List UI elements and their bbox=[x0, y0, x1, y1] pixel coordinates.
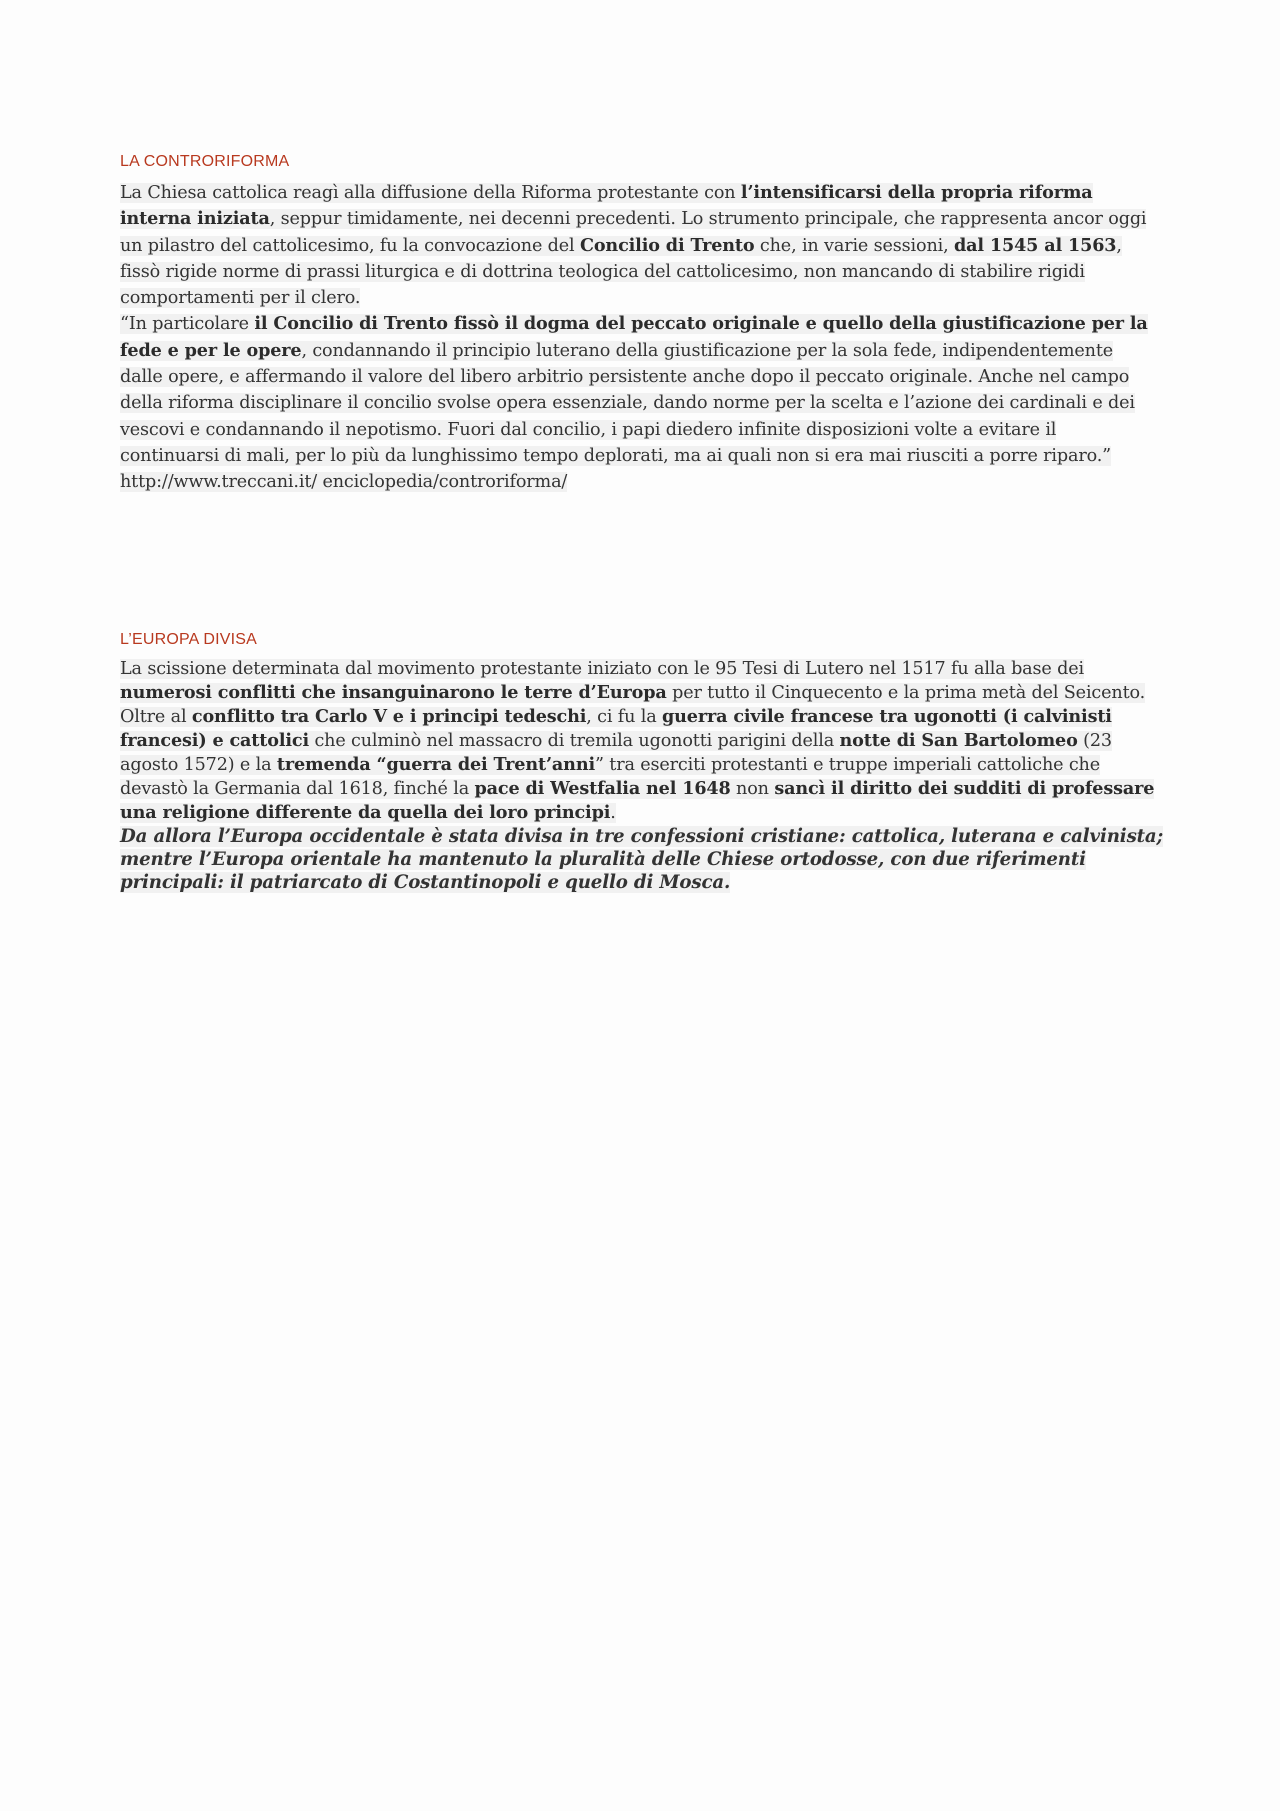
bold-run: il Concilio di Trento fissò il dogma del peccato originale e quello della giustificazione per la fede e per le opere bbox=[120, 313, 1148, 361]
paragraph-concilio bbox=[120, 180, 1160, 311]
text-run: (23 agosto 1572) e la bbox=[120, 731, 1112, 775]
paragraph-conflitti bbox=[120, 658, 1170, 825]
text-run: , seppur timidamente, nei decenni precedenti. Lo strumento principale, che rappresenta ancor oggi un pilastro del cattolicesimo, fu la convocazione del bbox=[120, 209, 1147, 256]
paragraph-quote bbox=[120, 311, 1160, 495]
section-title: L’EUROPA DIVISA bbox=[120, 631, 257, 648]
bold-run: tremenda “guerra dei Trent’anni bbox=[276, 754, 596, 775]
section-controriforma bbox=[120, 152, 1160, 496]
text-run: non bbox=[730, 779, 775, 799]
bold-run: notte di San Bartolomeo bbox=[839, 730, 1078, 751]
text-run: . bbox=[610, 803, 616, 823]
paragraph-confessioni bbox=[120, 825, 1170, 894]
bold-run: l’intensificarsi della propria riforma interna iniziata bbox=[120, 182, 1093, 230]
text-run: “In particolare bbox=[120, 314, 255, 335]
text-run: , ci fu la bbox=[586, 707, 663, 727]
paragraph-highlight: Da allora l’Europa occidentale è stata divisa in tre confessioni cristiane: cattolica, luterana e calvinista; mentre l’Europa orientale ha mantenuto la pluralità delle Chiese ortodosse, con due riferimenti principali: il patriarcato di Costantinopoli e quello di Mosca. bbox=[120, 826, 1164, 893]
text-run: La Chiesa cattolica reagì alla diffusione della Riforma protestante con bbox=[120, 183, 741, 203]
section-title: LA CONTRORIFORMA bbox=[120, 153, 290, 170]
text-run: La scissione determinata dal movimento protestante iniziato con le 95 Tesi di Lutero nel 1517 fu alla base dei bbox=[120, 659, 1084, 679]
text-run: che, in varie sessioni, bbox=[754, 235, 954, 256]
bold-run: numerosi conflitti che insanguinarono le terre d’Europa bbox=[120, 682, 667, 703]
section-europa-divisa bbox=[120, 630, 1164, 894]
text-run: per tutto il Cinquecento e la prima metà del Seicento. Oltre al bbox=[120, 683, 1146, 727]
bold-run: guerra civile francese tra ugonotti (i calvinisti francesi) e cattolici bbox=[120, 706, 1112, 751]
bold-run: dal 1545 al 1563 bbox=[954, 234, 1117, 256]
text-run: , condannando il principio luterano della giustificazione per la sola fede, indipendentemente dalle opere, e affermando il valore del libero arbitrio persistente anche dopo il peccato originale. Anche nel campo della riforma disciplinare il concilio svolse opera essenziale, dando norme per la scelta e l’azione dei cardinali e dei vescovi e condannando il nepotismo. Fuori dal concilio, i papi diedero infinite disposizioni volte a evitare il continuarsi di mali, per lo più da lunghissimo tempo deplorati, ma ai quali non si era mai riusciti a porre riparo.” http://www.treccani.it/ enciclopedia/controriforma/ bbox=[120, 340, 1135, 493]
bold-run: conflitto tra Carlo V e i principi tedeschi bbox=[191, 706, 587, 727]
paragraph-highlight bbox=[120, 314, 1148, 492]
text-run: ” tra eserciti protestanti e truppe imperiali cattoliche che devastò la Germania dal 1618, finché la bbox=[120, 755, 1100, 799]
text-run: che culminò nel massacro di tremila ugonotti parigini della bbox=[309, 731, 840, 751]
text-run: , fissò rigide norme di prassi liturgica e di dottrina teologica del cattolicesimo, non mancando di stabilire rigidi comportamenti per il clero. bbox=[120, 235, 1122, 309]
bold-run: sancì il diritto dei sudditi di professare una religione differente da quella dei loro principi bbox=[120, 778, 1155, 823]
bold-run: pace di Westfalia nel 1648 bbox=[474, 778, 731, 799]
paragraph-highlight bbox=[120, 183, 1146, 308]
paragraph-highlight bbox=[120, 659, 1154, 823]
bold-run: Concilio di Trento bbox=[579, 234, 755, 256]
